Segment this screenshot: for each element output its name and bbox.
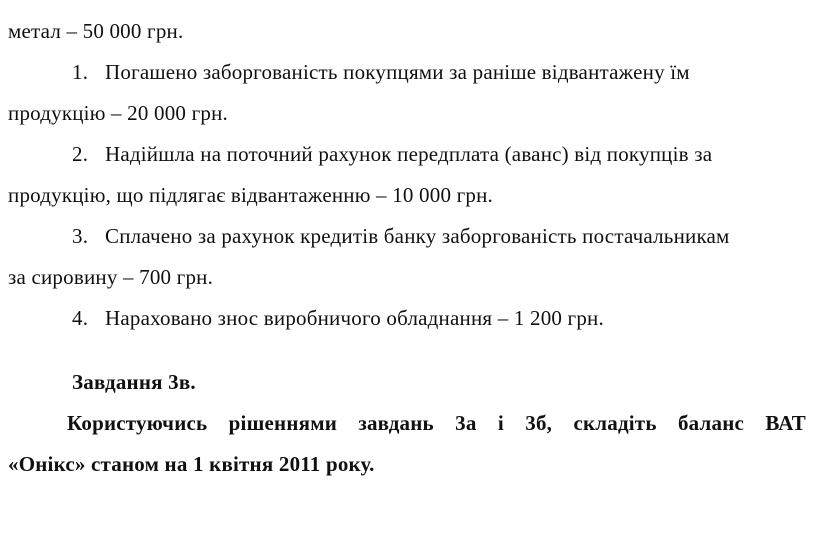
- list-number: 1.: [72, 60, 89, 84]
- numbered-item-3: [8, 216, 806, 257]
- text-run: Завдання 3в.: [72, 370, 196, 394]
- list-number: 4.: [72, 306, 89, 330]
- numbered-item-1: [8, 52, 806, 93]
- paragraph-continuation-line: [8, 175, 806, 216]
- numbered-item-2: [8, 134, 806, 175]
- paragraph-continuation-line: [8, 257, 806, 298]
- task-heading: [8, 362, 806, 403]
- paragraph-gap: [8, 339, 806, 362]
- paragraph-continuation-line: [8, 93, 806, 134]
- list-number: 3.: [72, 224, 89, 248]
- paragraph-continuation-line: [8, 11, 806, 52]
- task-body-line-2: [8, 444, 806, 485]
- text-run: «Онікс» станом на 1 квітня 2011 року.: [8, 452, 375, 476]
- text-run: Сплачено за рахунок кредитів банку заборгованість постачальникам: [105, 224, 730, 248]
- text-run: Надійшла на поточний рахунок передплата (аванс) від покупців за: [105, 142, 713, 166]
- text-run: продукцію, що підлягає відвантаженню – 10 000 грн.: [8, 183, 494, 207]
- text-run: метал – 50 000 грн.: [8, 19, 184, 43]
- text-run: Погашено заборгованість покупцями за раніше відвантажену їм: [105, 60, 690, 84]
- text-run: за сировину – 700 грн.: [8, 265, 214, 289]
- text-run: Нараховано знос виробничого обладнання – 1 200 грн.: [105, 306, 604, 330]
- text-run: Користуючись рішеннями завдань 3а і 3б, складіть баланс ВАТ: [67, 411, 806, 435]
- list-number: 2.: [72, 142, 89, 166]
- text-run: продукцію – 20 000 грн.: [8, 101, 228, 125]
- task-body-line-1: [8, 403, 806, 444]
- numbered-item-4: [8, 298, 806, 339]
